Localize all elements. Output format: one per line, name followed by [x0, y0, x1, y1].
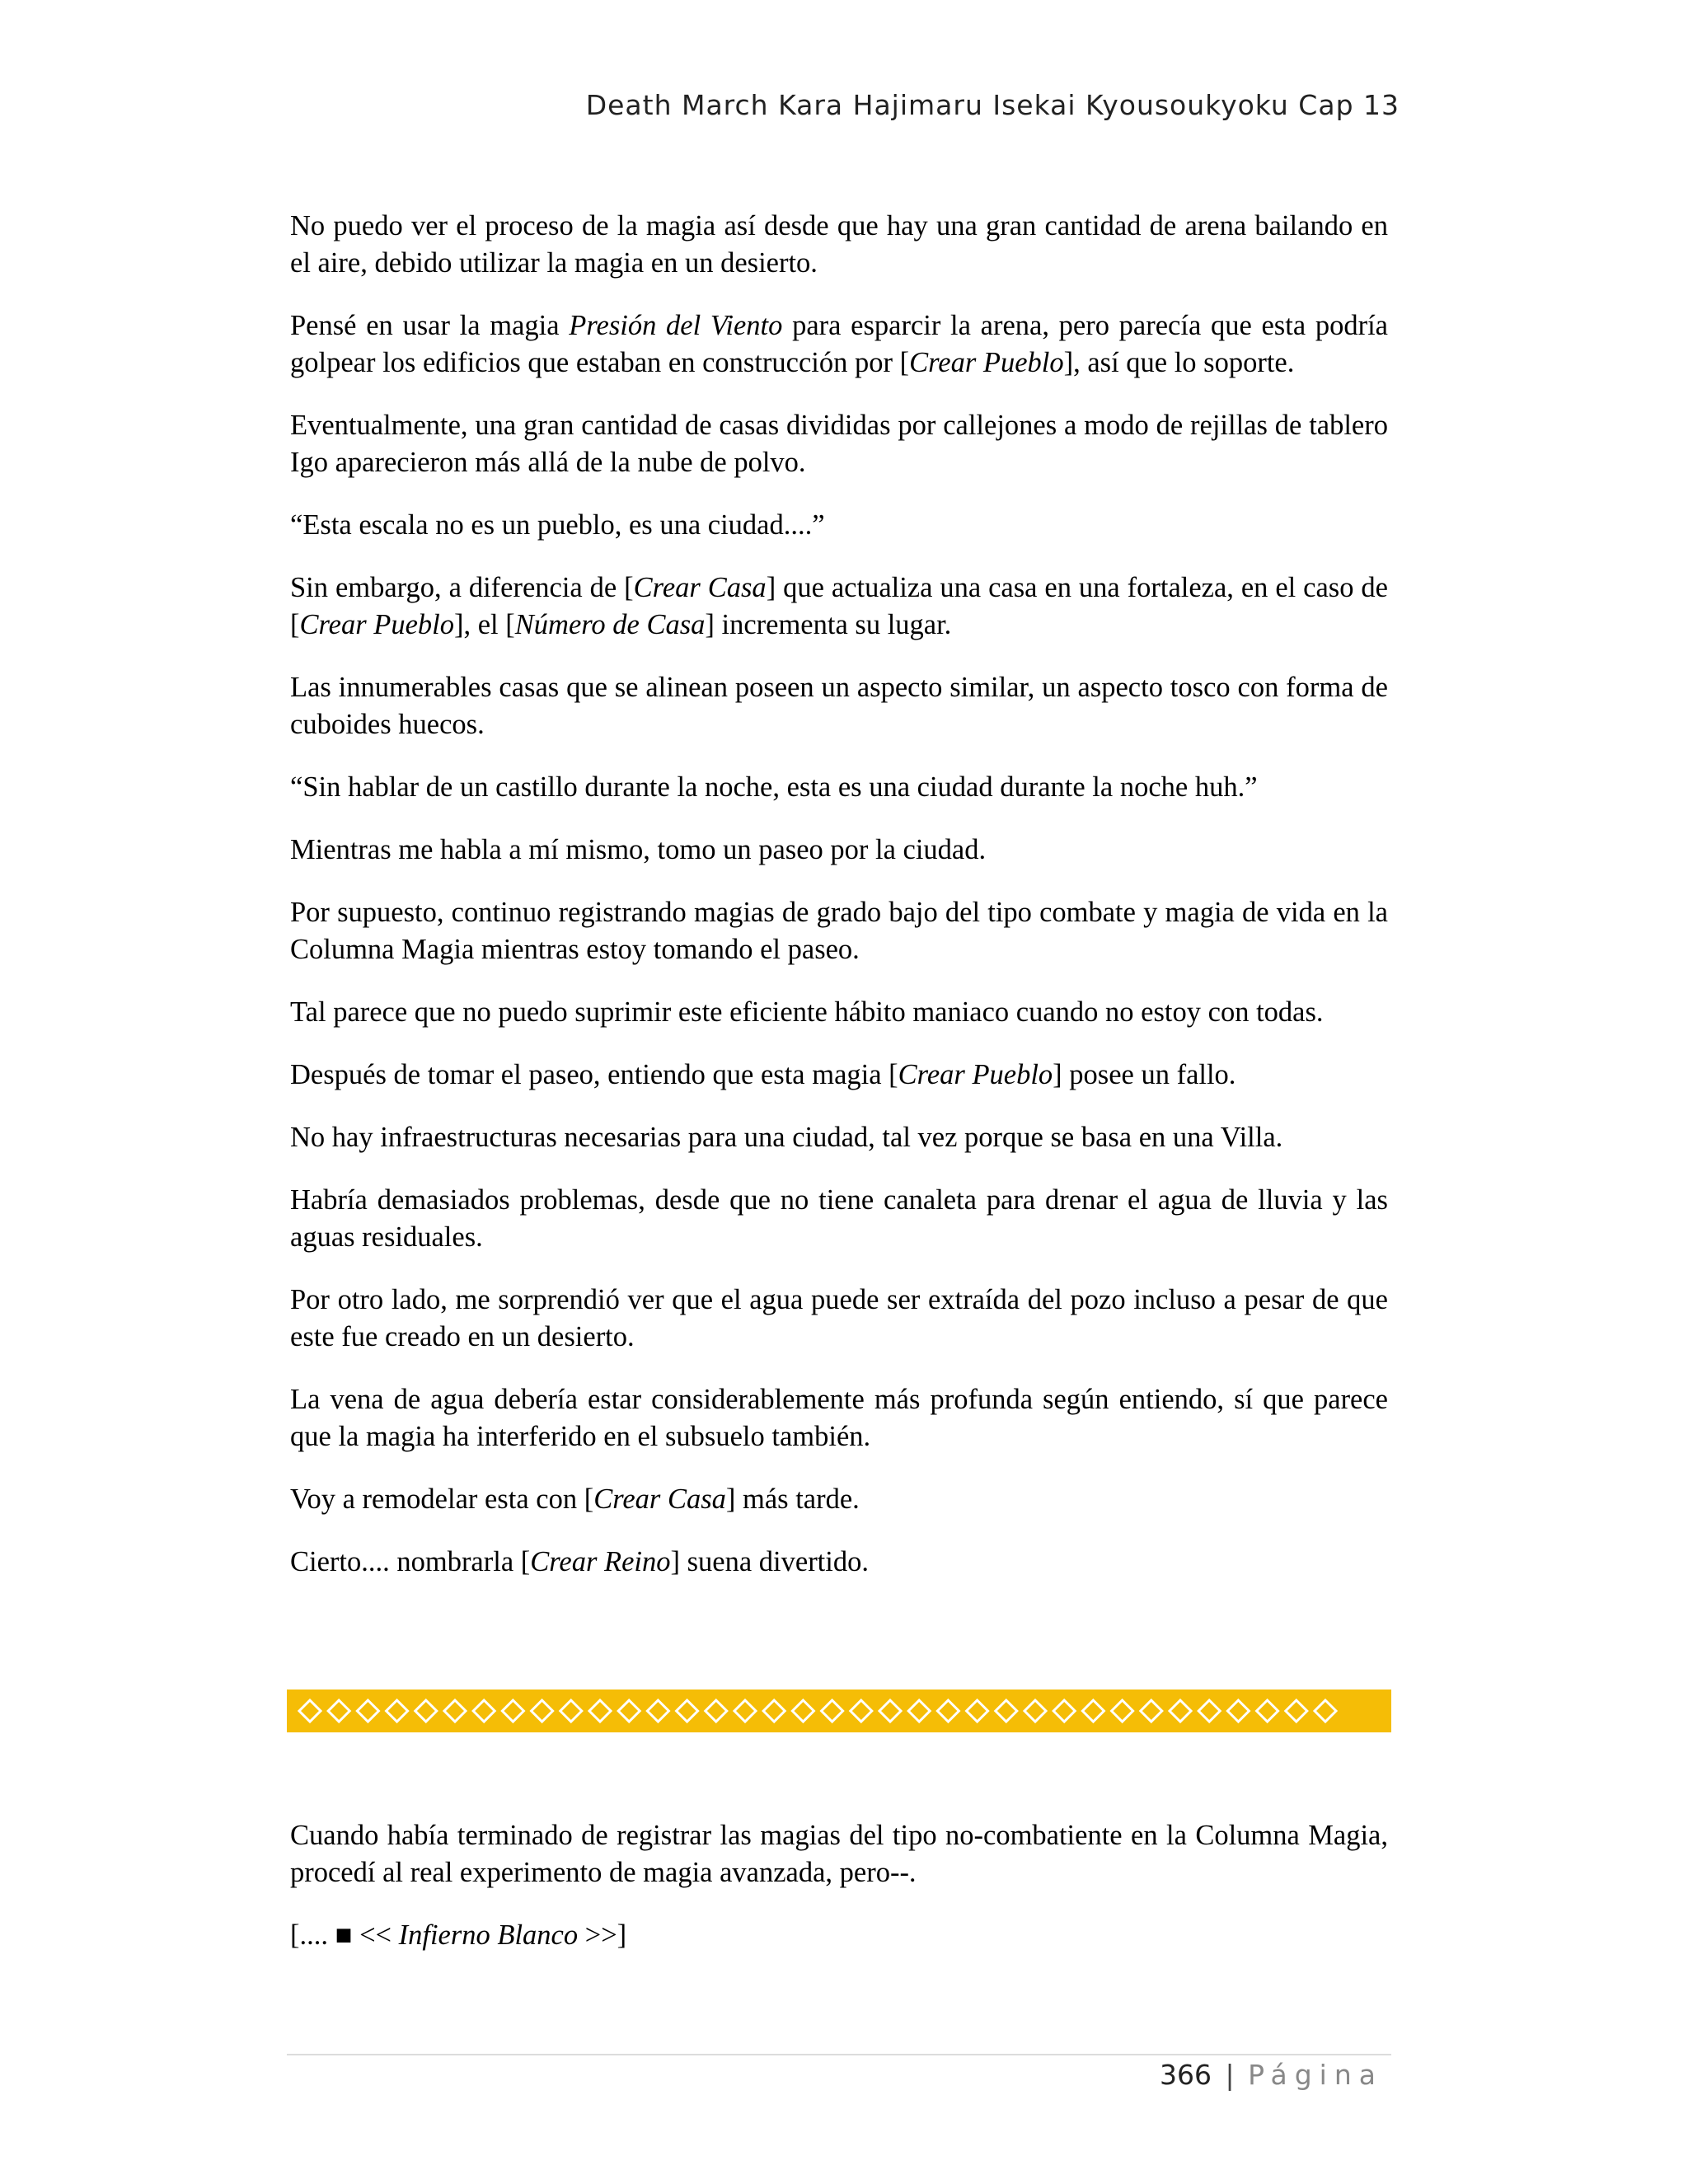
- text-run: No hay infraestructuras necesarias para una ciudad, tal vez porque se basa en una Villa.: [290, 1122, 1283, 1153]
- text-run: ] que actualiza una casa en una fortaleza, en el caso de [: [290, 572, 1388, 640]
- diamond-ornament: [706, 1700, 727, 1722]
- diamond-ornament: [387, 1700, 408, 1722]
- diamond-ornament: [299, 1700, 321, 1722]
- diamond-ornament: [1315, 1700, 1336, 1722]
- diamond-ornament: [1198, 1700, 1220, 1722]
- italic-term: Número de Casa: [514, 609, 706, 640]
- diamond-ornament: [618, 1700, 640, 1722]
- text-run: Por supuesto, continuo registrando magias de grado bajo del tipo combate y magia de vida en la Columna Magia mientras estoy tomando el paseo.: [290, 897, 1388, 965]
- paragraph: [290, 1817, 1388, 1891]
- italic-term: Crear Casa: [593, 1483, 726, 1515]
- text-run: Después de tomar el paseo, entiendo que esta magia [: [290, 1059, 898, 1090]
- text-run: Tal parece que no puedo suprimir este eficiente hábito maniaco cuando no estoy con todas.: [290, 996, 1324, 1028]
- diamond-ornament: [967, 1700, 988, 1722]
- diamond-ornament: [908, 1700, 930, 1722]
- text-run: Voy a remodelar esta con [: [290, 1483, 594, 1515]
- scene-break-divider: [287, 1690, 1391, 1732]
- diamond-ornament: [879, 1700, 901, 1722]
- italic-term: Crear Pueblo: [299, 609, 454, 640]
- text-run: La vena de agua debería estar considerablemente más profunda según entiendo, sí que parece que la magia ha interferido en el subsuelo también.: [290, 1384, 1388, 1452]
- diamond-ornament: [357, 1700, 378, 1722]
- diamond-ornament: [1286, 1700, 1307, 1722]
- text-run: Habría demasiados problemas, desde que no tiene canaleta para drenar el agua de lluvia y las aguas residuales.: [290, 1184, 1388, 1253]
- text-run: Mientras me habla a mí mismo, tomo un paseo por la ciudad.: [290, 834, 987, 865]
- page-number: 366: [1159, 2059, 1212, 2091]
- paragraph: [290, 1544, 1388, 1581]
- text-run: ] suena divertido.: [670, 1546, 869, 1577]
- paragraph: [290, 894, 1388, 968]
- diamond-ornament: [1227, 1700, 1249, 1722]
- paragraph: [290, 1282, 1388, 1356]
- diamond-ornament: [1053, 1700, 1075, 1722]
- paragraph: [290, 407, 1388, 481]
- paragraph: [290, 669, 1388, 743]
- diamond-ornament: [937, 1700, 959, 1722]
- text-run: Cierto.... nombrarla [: [290, 1546, 531, 1577]
- paragraph: [290, 1381, 1388, 1455]
- text-run: Por otro lado, me sorprendió ver que el agua puede ser extraída del pozo incluso a pesar de que este fue creado en un desierto.: [290, 1284, 1388, 1352]
- diamond-ornament: [415, 1700, 437, 1722]
- diamond-ornament: [1141, 1700, 1162, 1722]
- text-run: [.... ■ <<: [290, 1919, 399, 1951]
- diamond-ornament: [532, 1700, 553, 1722]
- text-run: Sin embargo, a diferencia de [: [290, 572, 634, 603]
- diamond-ornament: [444, 1700, 466, 1722]
- text-run: Eventualmente, una gran cantidad de casas divididas por callejones a modo de rejillas de tablero Igo aparecieron más allá de la nube de polvo.: [290, 410, 1388, 478]
- diamond-ornament: [851, 1700, 872, 1722]
- diamond-ornament: [677, 1700, 698, 1722]
- paragraph: [290, 769, 1388, 806]
- footer-separator: |: [1225, 2059, 1235, 2091]
- diamond-ornament: [560, 1700, 582, 1722]
- italic-term: Crear Pueblo: [898, 1059, 1053, 1090]
- paragraph: [290, 1057, 1388, 1094]
- footer-rule: [287, 2054, 1391, 2055]
- paragraph: [290, 1917, 1388, 1954]
- text-run: “Esta escala no es un pueblo, es una ciudad....”: [290, 509, 825, 541]
- diamond-pattern: [287, 1690, 1391, 1732]
- diamond-ornament: [473, 1700, 495, 1722]
- diamond-ornament: [822, 1700, 843, 1722]
- text-run: Cuando había terminado de registrar las magias del tipo no-combatiente en la Columna Magia, procedí al real experimento de magia avanzada, pero--.: [290, 1820, 1388, 1888]
- text-run: ], el [: [454, 609, 515, 640]
- diamond-ornament: [502, 1700, 523, 1722]
- paragraph: [290, 1182, 1388, 1256]
- text-run: “Sin hablar de un castillo durante la noche, esta es una ciudad durante la noche huh.”: [290, 771, 1258, 803]
- body-text: [290, 208, 1388, 1606]
- paragraph: [290, 1481, 1388, 1518]
- text-run: >>]: [578, 1919, 627, 1951]
- paragraph: [290, 994, 1388, 1031]
- diamond-ornament: [1257, 1700, 1278, 1722]
- diamond-ornament: [1025, 1700, 1046, 1722]
- diamond-ornament: [1112, 1700, 1133, 1722]
- diamond-ornament: [734, 1700, 756, 1722]
- diamond-ornament: [763, 1700, 785, 1722]
- running-header: Death March Kara Hajimaru Isekai Kyousoukyoku Cap 13: [585, 89, 1400, 121]
- italic-term: Infierno Blanco: [398, 1919, 579, 1951]
- text-run: ] posee un fallo.: [1053, 1059, 1236, 1090]
- text-run: ] más tarde.: [725, 1483, 860, 1515]
- text-run: No puedo ver el proceso de la magia así desde que hay una gran cantidad de arena bailando en el aire, debido utilizar la magia en un desierto.: [290, 210, 1388, 279]
- paragraph: [290, 569, 1388, 644]
- italic-term: Crear Casa: [633, 572, 767, 603]
- italic-term: Crear Pueblo: [909, 347, 1064, 378]
- diamond-ornament: [792, 1700, 814, 1722]
- diamond-ornament: [589, 1700, 611, 1722]
- diamond-ornament: [1082, 1700, 1104, 1722]
- paragraph: [290, 307, 1388, 382]
- page-label: Página: [1248, 2059, 1383, 2091]
- italic-term: Presión del Viento: [569, 310, 783, 341]
- diamond-ornament: [328, 1700, 349, 1722]
- text-run: Pensé en usar la magia: [290, 310, 570, 341]
- body-text-continued: [290, 1817, 1388, 1980]
- paragraph: [290, 208, 1388, 282]
- paragraph: [290, 832, 1388, 869]
- diamond-ornament: [647, 1700, 668, 1722]
- text-run: ] incrementa su lugar.: [705, 609, 952, 640]
- paragraph: [290, 507, 1388, 544]
- text-run: Las innumerables casas que se alinean poseen un aspecto similar, un aspecto tosco con forma de cuboides huecos.: [290, 672, 1388, 740]
- text-run: para esparcir la arena, pero parecía que esta podría golpear los edificios que estaban en construcción por [: [290, 310, 1388, 378]
- diamond-ornament: [1170, 1700, 1191, 1722]
- paragraph: [290, 1119, 1388, 1156]
- text-run: ], así que lo soporte.: [1063, 347, 1295, 378]
- diamond-ornament: [996, 1700, 1017, 1722]
- page-footer: [1160, 2059, 1383, 2091]
- italic-term: Crear Reino: [530, 1546, 671, 1577]
